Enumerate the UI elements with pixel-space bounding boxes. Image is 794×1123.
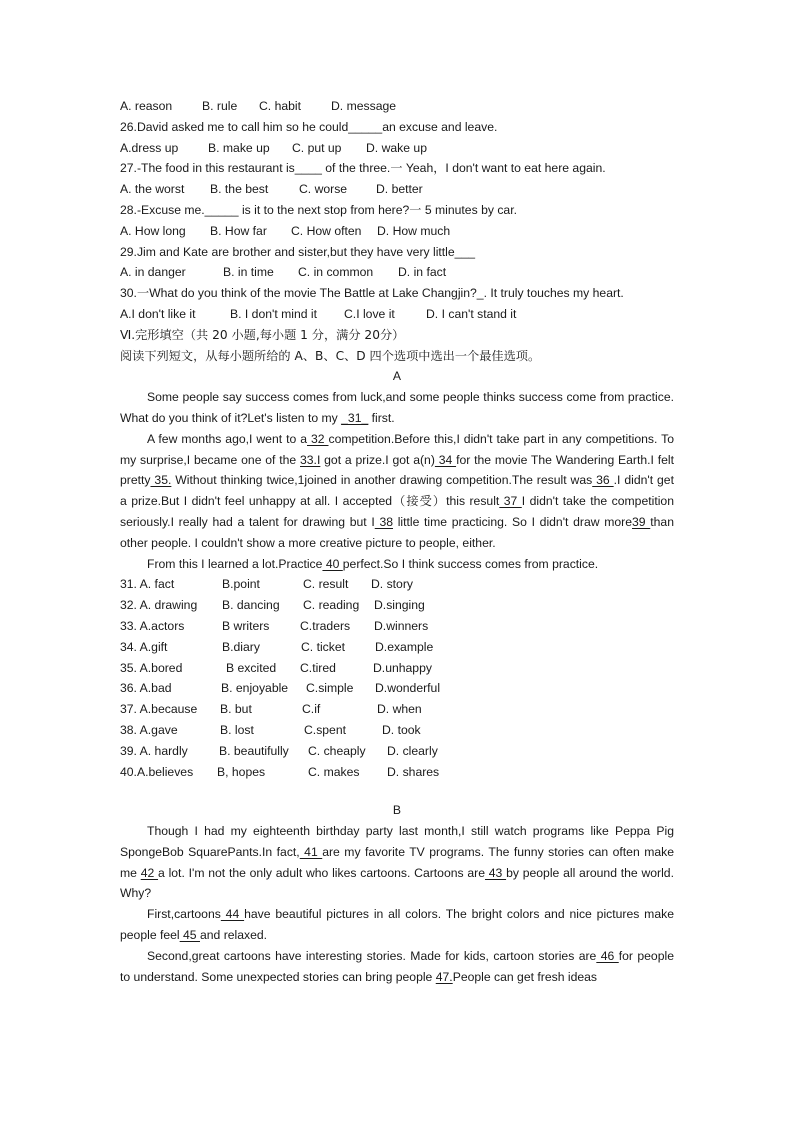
choice-row: 35. A.bored B excited C.tired D.unhappy	[120, 660, 432, 675]
question-26: 26.David asked me to call him so he could_____an excuse and leave.	[120, 119, 498, 134]
passage-a-paragraph-3: From this I learned a lot.Practice 40 perfect.So I think success comes from practice.	[147, 556, 599, 571]
passage-a-paragraph-1: Some people say success comes from luck,and some people thinks success come from practice. What do you think of it?Let's listen to my _31_ first.	[120, 390, 674, 425]
passage-b-label: B	[392, 803, 402, 818]
blank-47: 47.	[435, 969, 453, 984]
blank-46: 46	[596, 948, 619, 963]
exam-content	[120, 96, 674, 987]
option: C. put up	[292, 140, 342, 155]
option: B. in time	[223, 265, 274, 280]
choice-row: 33. A.actors B writers C.traders D.winners	[120, 618, 429, 633]
blank-36: 36	[592, 473, 614, 488]
blank-42: 42	[140, 865, 159, 880]
question-28: 28.-Excuse me._____ is it to the next stop from here?一 5 minutes by car.	[120, 202, 517, 217]
section-title: Ⅵ.完形填空（共 20 小题,每小题 1 分，满分 20分）	[120, 327, 405, 342]
q29-options	[120, 262, 674, 283]
passage-b-paragraph-2: First,cartoons 44 have beautiful pictures in all colors. The bright colors and nice pictures make people feel 45 and relaxed.	[120, 907, 674, 943]
choice-row: 40.A.believes B, hopes C. makes D. shares	[120, 764, 440, 779]
passage-a-label: A	[392, 369, 402, 384]
option: C. worse	[299, 182, 348, 197]
q26-options	[120, 138, 674, 159]
option: A.I don't like it	[120, 306, 196, 321]
passage-a-choices	[120, 574, 674, 782]
blank-43: 43	[484, 865, 507, 880]
option: D. message	[331, 99, 397, 113]
blank-32: 32	[307, 431, 329, 446]
option: B. the best	[210, 182, 269, 197]
blank-31: _31_	[341, 410, 369, 425]
q25-options	[120, 96, 674, 117]
option: D. in fact	[398, 265, 447, 280]
blank-38: 38	[374, 514, 393, 529]
blank-39: 39	[632, 514, 651, 529]
choice-row: 31. A. fact B.point C. result D. story	[120, 577, 413, 592]
option: D. I can't stand it	[426, 306, 517, 321]
question-30: 30.一What do you think of the movie The Battle at Lake Changjin?_. It truly touches my heart.	[120, 286, 624, 301]
blank-35: 35.	[150, 473, 172, 488]
choice-row: 34. A.gift B.diary C. ticket D.example	[120, 639, 434, 654]
option: D. better	[376, 182, 423, 197]
option: A. reason	[120, 99, 173, 113]
option: A. How long	[120, 223, 186, 238]
q27-options	[120, 179, 674, 200]
blank-44: 44	[220, 907, 245, 922]
option: C.I love it	[344, 306, 395, 321]
option: B. make up	[208, 140, 270, 155]
blank-40: 40	[322, 556, 343, 571]
choice-row: 32. A. drawing B. dancing C. reading D.singing	[120, 598, 425, 613]
question-27: 27.-The food in this restaurant is____ of the three.一 Yeah，I don't want to eat here again.	[120, 161, 606, 176]
q28-options	[120, 221, 674, 242]
option: D. How much	[377, 223, 451, 238]
choice-row: 37. A.because B. but C.if D. when	[120, 702, 422, 717]
option: C. in common	[298, 265, 374, 280]
option: B. rule	[202, 99, 238, 113]
option: A. the worst	[120, 182, 185, 197]
option: B. How far	[210, 223, 267, 238]
option: C. How often	[291, 223, 362, 238]
option: B. I don't mind it	[230, 306, 318, 321]
blank-45: 45	[179, 928, 200, 943]
passage-a-paragraph-2: A few months ago,I went to a 32 competition.Before this,I didn't take part in any competitions. To my surprise,I became one of the 33.I got a prize.I got a(n) 34 for the movie The Wandering Earth.I felt pretty 35. Without thinking twice,1joined in another drawing competition.The result was 36 .I didn't get a prize.But I didn't feel unhappy at all. I accepted（接受）this result 37 I didn't take the competition seriously.I really had a talent for drawing but I 38 little time practicing. So I didn't draw more39 than other people. I couldn't show a more creative picture to people, either.	[120, 431, 674, 550]
option: D. wake up	[366, 140, 427, 155]
option: C. habit	[259, 99, 302, 113]
choice-row: 38. A.gave B. lost C.spent D. took	[120, 722, 421, 737]
passage-b-paragraph-3: Second,great cartoons have interesting stories. Made for kids, cartoon stories are 46 for people to understand. Some unexpected stories can bring people 47.People can get fresh ideas	[120, 948, 674, 984]
blank-41: 41	[299, 844, 323, 859]
section-instruction: 阅读下列短文，从每小题所给的 A、B、C、D 四个选项中选出一个最佳选项。	[120, 348, 541, 363]
blank-34: 34	[434, 452, 457, 467]
question-29: 29.Jim and Kate are brother and sister,but they have very little___	[120, 244, 475, 259]
choice-row: 39. A. hardly B. beautifully C. cheaply D. clearly	[120, 743, 438, 758]
passage-b-paragraph-1: Though I had my eighteenth birthday party last month,I still watch programs like Peppa Pig SpongeBob SquarePants.In fact, 41 are my favorite TV programs. The funny stories can often make me 42 a lot. I'm not the only adult who likes cartoons. Cartoons are 43 by people all around the world. Why?	[120, 824, 674, 901]
choice-row: 36. A.bad B. enjoyable C.simple D.wonderful	[120, 681, 441, 696]
blank-33: 33.I	[300, 452, 321, 467]
blank-37: 37	[499, 494, 522, 509]
q30-options	[120, 304, 674, 325]
option: A. in danger	[120, 265, 186, 280]
option: A.dress up	[120, 140, 179, 155]
